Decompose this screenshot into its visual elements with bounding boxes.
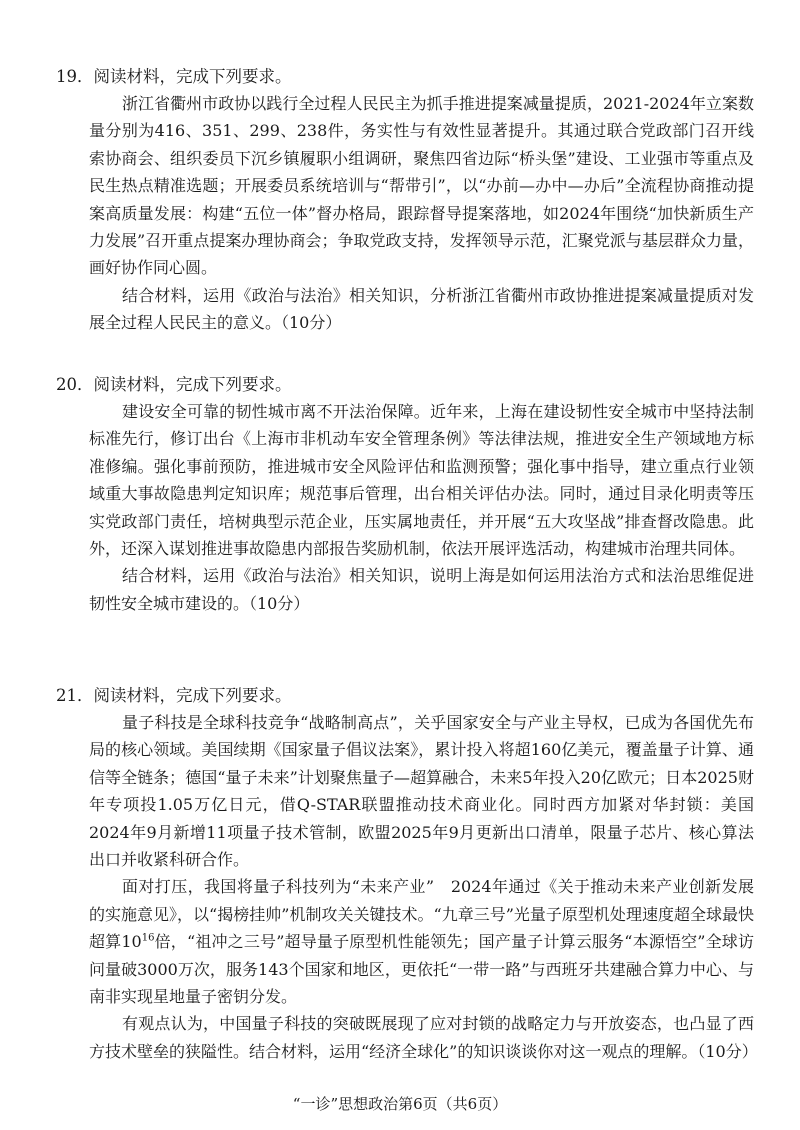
question-21	[56, 683, 758, 1065]
question-21-material-1: 量子科技是全球科技竞争“战略制高点”，关乎国家安全与产业主导权，已成为各国优先布局的核心领域。美国续期《国家量子倡议法案》，累计投入将超160亿美元，覆盖量子计算、通信等全链条；德国“量子未来”计划聚焦量子—超算融合，未来5年投入20亿欧元；日本2025财年专项投1.05万亿日元，借Q-STAR联盟推动技术商业化。同时西方加紧对华封锁：美国2024年9月新增11项量子技术管制，欧盟2025年9月更新出口清单，限量子芯片、核心算法出口并收紧科研合作。	[89, 713, 754, 870]
question-21-task: 有观点认为，中国量子科技的突破既展现了应对封锁的战略定力与开放姿态，也凸显了西方技术壁垒的狭隘性。结合材料，运用“经济全球化”的知识谈谈你对这一观点的理解。（10分）	[89, 1014, 758, 1061]
question-20	[56, 372, 754, 617]
question-21-material-2b: 倍，“祖冲之三号”超导量子原型机性能领先；国产量子计算云服务“本源悟空”全球访问量破3000万次，服务143个国家和地区，更依托“一带一路”与西班牙共建融合算力中心、与南非实现星地量子密钥分发。	[89, 932, 754, 1007]
question-20-heading: 20．阅读材料，完成下列要求。	[56, 375, 292, 394]
question-20-material: 建设安全可靠的韧性城市离不开法治保障。近年来，上海在建设韧性安全城市中坚持法制标准先行，修订出台《上海市非机动车安全管理条例》等法律法规，推进安全生产领域地方标准修编。强化事前预防，推进城市安全风险评估和监测预警；强化事中指导，建立重点行业领域重大事故隐患判定知识库；规范事后管理，出台相关评估办法。同时，通过目录化明责等压实党政部门责任，培树典型示范企业，压实属地责任，并开展“五大攻坚战”排查督改隐患。此外，还深入谋划推进事故隐患内部报告奖励机制，依法开展评选活动，构建城市治理共同体。	[89, 402, 754, 559]
question-19-material: 浙江省衢州市政协以践行全过程人民民主为抓手推进提案减量提质，2021-2024年立案数量分别为416、351、299、238件，务实性与有效性显著提升。其通过联合党政部门召开线索协商会、组织委员下沉乡镇履职小组调研，聚焦四省边际“桥头堡”建设、工业强市等重点及民生热点精准选题；开展委员系统培训与“帮带引”，以“办前—办中—办后”全流程协商推动提案高质量发展：构建“五位一体”督办格局，跟踪督导提案落地，如2024年围绕“加快新质生产力发展”召开重点提案办理协商会；争取党政支持，发挥领导示范，汇聚党派与基层群众力量，画好协作同心圆。	[89, 94, 754, 278]
question-21-material-2a: 面对打压，我国将量子科技列为“未来产业” 2024年通过《关于推动未来产业创新发展的实施意见》，以“揭榜挂帅”机制攻关关键技术。“九章三号”光量子原型机处理速度超全球最快超算10	[89, 877, 754, 952]
exponent-superscript: 16	[141, 932, 155, 944]
question-19-task: 结合材料，运用《政治与法治》相关知识，分析浙江省衢州市政协推进提案减量提质对发展全过程人民民主的意义。（10分）	[89, 285, 754, 333]
question-21-material-2	[56, 873, 754, 1010]
question-20-task: 结合材料，运用《政治与法治》相关知识，说明上海是如何运用法治方式和法治思维促进韧性安全城市建设的。（10分）	[89, 566, 754, 613]
page-footer: “一诊”思想政治第6页（共6页）	[292, 1095, 508, 1113]
question-21-heading: 21．阅读材料，完成下列要求。	[56, 686, 292, 705]
question-19-heading: 19．阅读材料，完成下列要求。	[56, 67, 292, 86]
question-19	[56, 64, 754, 337]
